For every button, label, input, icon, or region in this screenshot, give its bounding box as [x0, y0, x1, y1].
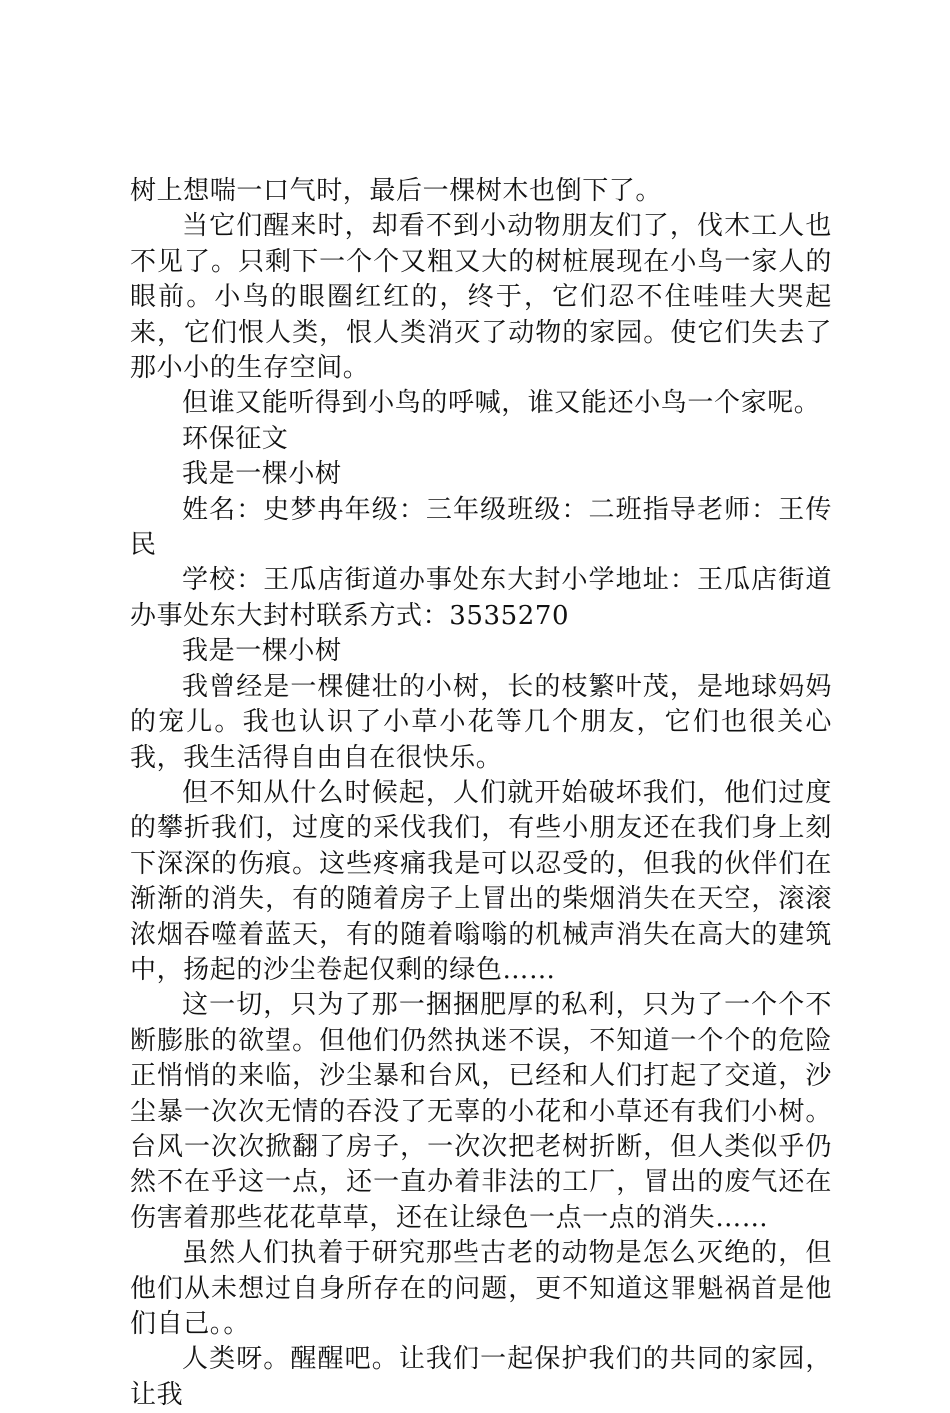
document-body — [130, 174, 832, 1413]
essay-category-heading: 环保征文 — [182, 423, 289, 454]
author-info: 姓名：史梦冉年级：三年级班级：二班指导老师：王传民 — [130, 494, 832, 561]
paragraph-10: 但不知从什么时候起，人们就开始破坏我们，他们过度的攀折我们，过度的采伐我们，有些小朋友还在我们身上刻下深深的伤痕。这些疼痛我是可以忍受的，但我的伙伴们在渐渐的消失，有的随着房子上冒出的柴烟消失在天空，滚滚浓烟吞噬着蓝天，有的随着嗡嗡的机械声消失在高大的建筑中，扬起的沙尘卷起仅剩的绿色…… — [130, 777, 832, 985]
paragraph-1: 树上想喘一口气时，最后一棵树木也倒下了。 — [130, 176, 663, 206]
paragraph-13: 人类呀。醒醒吧。让我们一起保护我们的共同的家园，让我 — [130, 1344, 832, 1410]
paragraph-12: 虽然人们执着于研究那些古老的动物是怎么灭绝的，但他们从未想过自身所存在的问题，更不知道这罪魁祸首是他们自己。。 — [130, 1238, 832, 1339]
paragraph-9: 我曾经是一棵健壮的小树，长的枝繁叶茂，是地球妈妈的宠儿。我也认识了小草小花等几个朋友，它们也很关心我，我生活得自由自在很快乐。 — [130, 671, 832, 773]
paragraph-2: 当它们醒来时，却看不到小动物朋友们了，伐木工人也不见了。只剩下一个个又粗又大的树桩展现在小鸟一家人的眼前。小鸟的眼圈红红的，终于，它们忍不住哇哇大哭起来，它们恨人类，恨人类消灭了动物的家园。使它们失去了那小小的生存空间。 — [130, 211, 832, 384]
paragraph-11: 这一切，只为了那一捆捆肥厚的私利，只为了一个个不断膨胀的欲望。但他们仍然执迷不误，不知道一个个的危险正悄悄的来临，沙尘暴和台风，已经和人们打起了交道，沙尘暴一次次无情的吞没了无辜的小花和小草还有我们小树。台风一次次掀翻了房子，一次次把老树折断，但人类似乎仍然不在乎这一点，还一直办着非法的工厂，冒出的废气还在伤害着那些花花草草，还在让绿色一点一点的消失…… — [130, 990, 832, 1233]
paragraph-3: 但谁又能听得到小鸟的呼喊，谁又能还小鸟一个家呢。 — [182, 388, 821, 419]
essay-title: 我是一棵小树 — [182, 459, 342, 490]
school-info: 学校：王瓜店街道办事处东大封小学地址：王瓜店街道办事处东大封村联系方式：3535270 — [130, 565, 832, 631]
essay-title-repeat: 我是一棵小树 — [182, 636, 342, 667]
